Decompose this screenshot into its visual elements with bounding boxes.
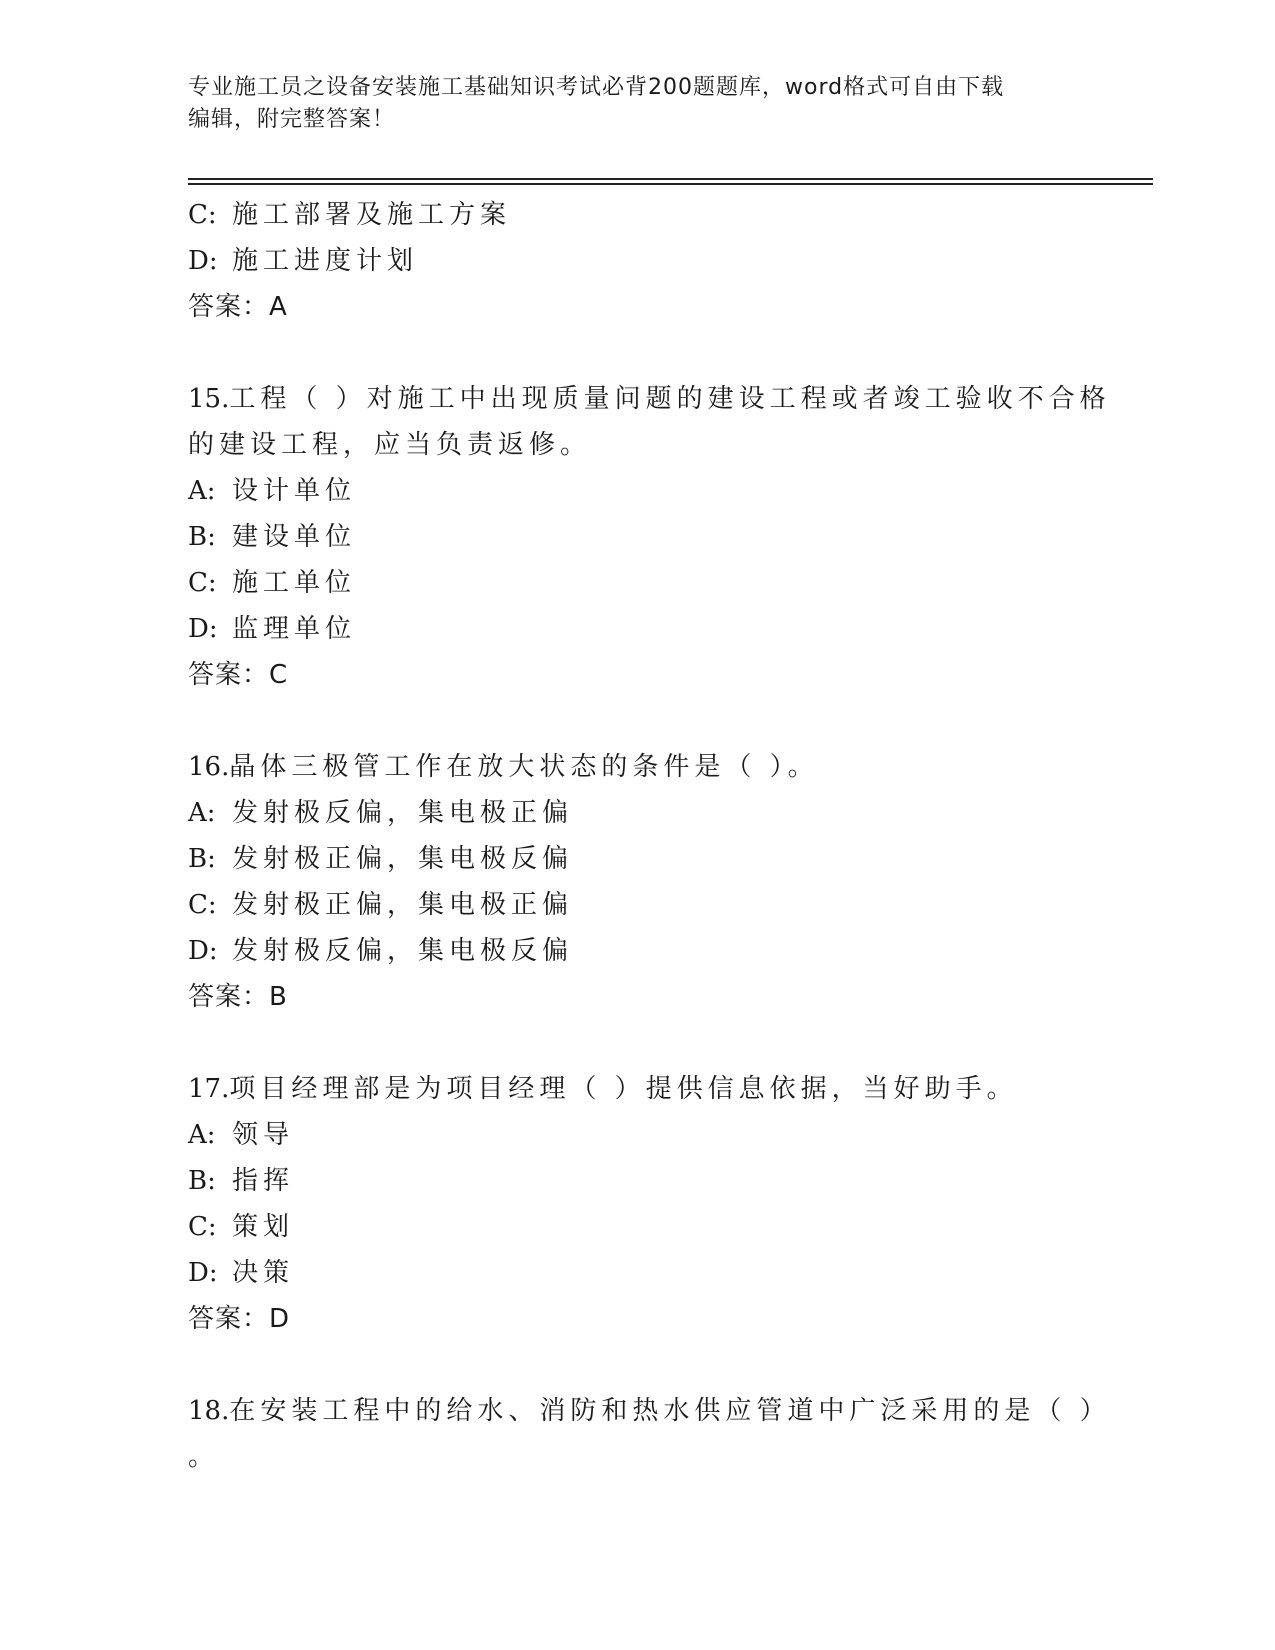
option-prefix: A: — [188, 476, 216, 506]
header-title-line-1: 专业施工员之设备安装施工基础知识考试必背200题题库，word格式可自由下载 — [188, 75, 1005, 100]
option-c — [188, 882, 1088, 928]
answer: 答案：B — [188, 982, 288, 1012]
option-text: 指挥 — [232, 1166, 295, 1196]
option-text: 施工进度计划 — [232, 246, 419, 276]
option-prefix: C: — [188, 890, 217, 920]
option-prefix: D: — [188, 936, 218, 966]
option-text: 策划 — [232, 1212, 295, 1242]
option-prefix: C: — [188, 568, 217, 598]
option-text: 决策 — [232, 1258, 295, 1288]
question-text: 晶体三极管工作在放大状态的条件是（ ）。 — [229, 752, 819, 782]
question-stem-line-2: 。 — [188, 1442, 220, 1472]
answer: 答案：C — [188, 660, 289, 690]
option-c — [188, 192, 1088, 238]
option-d — [188, 606, 1088, 652]
document-header — [188, 72, 1068, 136]
option-prefix: B: — [188, 522, 216, 552]
option-text: 发射极反偏，集电极正偏 — [232, 798, 574, 828]
question-text: 工程（ ）对施工中出现质量问题的建设工程或者竣工验收不合格 — [229, 384, 1111, 414]
spacer — [188, 1342, 1088, 1388]
option-prefix: C: — [188, 1212, 217, 1242]
option-c — [188, 560, 1088, 606]
question-text: 在安装工程中的给水、消防和热水供应管道中广泛采用的是（ ） — [229, 1396, 1111, 1426]
spacer — [188, 698, 1088, 744]
option-prefix: A: — [188, 1120, 216, 1150]
question-stem-line-1 — [188, 376, 1111, 422]
option-text: 施工单位 — [232, 568, 357, 598]
question-number: 15. — [188, 384, 230, 414]
option-text: 监理单位 — [232, 614, 357, 644]
option-prefix: C: — [188, 200, 217, 230]
question-16 — [188, 744, 1088, 1020]
spacer — [188, 330, 1088, 376]
header-divider-bottom — [188, 183, 1153, 185]
option-a — [188, 468, 1088, 514]
option-text: 发射极反偏，集电极反偏 — [232, 936, 574, 966]
header-title-line-2: 编辑，附完整答案！ — [188, 107, 396, 132]
answer: 答案：A — [188, 292, 288, 322]
option-b — [188, 836, 1088, 882]
question-stem-line-2: 的建设工程，应当负责返修。 — [188, 430, 592, 460]
question-list — [188, 192, 1111, 1480]
question-number: 18. — [188, 1396, 230, 1426]
option-d — [188, 1250, 1088, 1296]
header-divider-top — [188, 178, 1153, 180]
question-18 — [188, 1388, 1111, 1480]
answer: 答案：D — [188, 1304, 291, 1334]
option-d — [188, 238, 1088, 284]
option-text: 领导 — [232, 1120, 295, 1150]
question-15 — [188, 376, 1111, 698]
question-14-tail — [188, 192, 1088, 330]
option-prefix: D: — [188, 1258, 218, 1288]
option-text: 设计单位 — [232, 476, 357, 506]
option-b — [188, 1158, 1088, 1204]
option-text: 发射极正偏，集电极反偏 — [232, 844, 574, 874]
option-text: 施工部署及施工方案 — [232, 200, 512, 230]
option-prefix: D: — [188, 246, 218, 276]
question-number: 16. — [188, 752, 230, 782]
question-stem-line-1 — [188, 1388, 1111, 1434]
option-a — [188, 790, 1088, 836]
question-17 — [188, 1066, 1088, 1342]
option-d — [188, 928, 1088, 974]
option-prefix: A: — [188, 798, 216, 828]
option-text: 建设单位 — [232, 522, 357, 552]
question-number: 17. — [188, 1074, 230, 1104]
option-text: 发射极正偏，集电极正偏 — [232, 890, 574, 920]
option-prefix: B: — [188, 844, 216, 874]
question-text: 项目经理部是为项目经理（ ）提供信息依据，当好助手。 — [229, 1074, 1018, 1104]
option-prefix: B: — [188, 1166, 216, 1196]
option-c — [188, 1204, 1088, 1250]
option-prefix: D: — [188, 614, 218, 644]
spacer — [188, 1020, 1088, 1066]
option-b — [188, 514, 1088, 560]
question-stem-line-1 — [188, 1066, 1088, 1112]
question-stem-line-1 — [188, 744, 1088, 790]
option-a — [188, 1112, 1088, 1158]
